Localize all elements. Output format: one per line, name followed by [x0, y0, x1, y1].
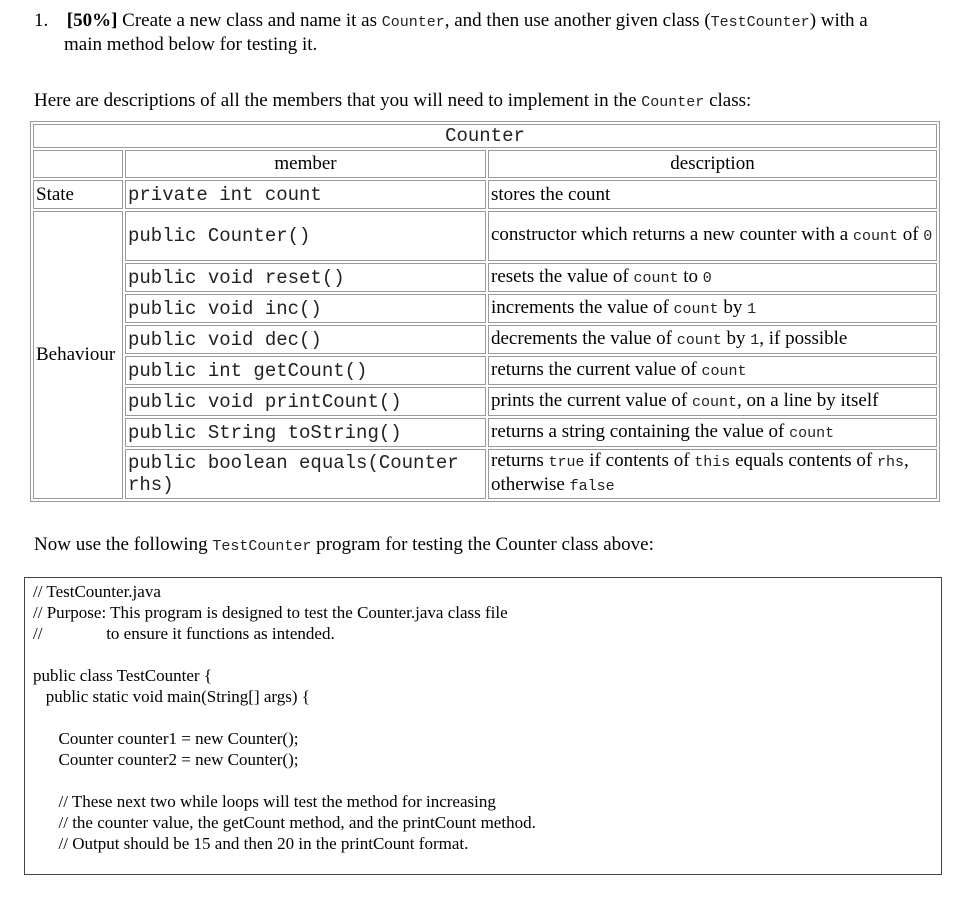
- question-number: 1.: [34, 10, 49, 31]
- intro-text-b: class:: [709, 90, 752, 111]
- code-line: // TestCounter.java: [33, 582, 161, 601]
- code-line: // Output should be 15 and then 20 in the printCount format.: [33, 834, 469, 853]
- table-row: [33, 418, 937, 447]
- description-text: if contents of: [584, 450, 695, 471]
- description-text: , otherwise: [491, 450, 909, 495]
- description-code: count: [701, 362, 747, 380]
- description-text: prints the current value of: [491, 389, 693, 411]
- description-code: count: [692, 393, 738, 411]
- description-text: , on a line by itself: [737, 389, 879, 411]
- header-member: member: [125, 150, 486, 178]
- table-row: [33, 263, 937, 292]
- description-text: , if possible: [759, 327, 848, 349]
- member-description: [488, 356, 937, 385]
- description-code: count: [789, 424, 835, 442]
- member-description: [488, 180, 937, 209]
- description-text: decrements the value of: [491, 327, 677, 349]
- description-text: to: [678, 265, 703, 287]
- description-code: 0: [923, 228, 933, 245]
- code-line: public static void main(String[] args) {: [33, 687, 310, 706]
- description-text: equals contents of: [730, 450, 877, 471]
- member-signature: public boolean equals(Counter rhs): [125, 449, 486, 499]
- table-row: [33, 294, 937, 323]
- code-line: Counter counter1 = new Counter();: [33, 729, 299, 748]
- category-behaviour: Behaviour: [33, 211, 123, 499]
- question-line2: main method below for testing it.: [64, 34, 318, 55]
- member-description: [488, 387, 937, 416]
- description-text: resets the value of: [491, 265, 634, 287]
- member-signature: public void inc(): [125, 294, 486, 323]
- now-use-text-b: program for testing the Counter class above:: [316, 534, 654, 555]
- description-code: 0: [702, 269, 712, 287]
- question-line1-b: , and then use another given class (: [444, 10, 711, 31]
- question-line1-c: ) with a: [809, 10, 868, 31]
- member-signature: public void reset(): [125, 263, 486, 292]
- table-row: [33, 449, 937, 499]
- description-code: count: [676, 331, 722, 349]
- table-row: [33, 180, 937, 209]
- code-line: // to ensure it functions as intended.: [33, 624, 335, 643]
- member-signature: public String toString(): [125, 418, 486, 447]
- description-text: returns a string containing the value of: [491, 420, 790, 442]
- table-row: [33, 356, 937, 385]
- description-text: of: [897, 224, 924, 245]
- description-code: false: [569, 478, 615, 495]
- code-line: [33, 707, 933, 728]
- now-use-text-a: Now use the following: [34, 534, 208, 555]
- question-line1-a: Create a new class and name it as: [122, 10, 377, 31]
- description-text: stores the count: [491, 183, 611, 205]
- intro-text: [34, 90, 751, 112]
- description-code: count: [852, 228, 898, 245]
- member-description: [488, 325, 937, 354]
- question-test-class: TestCounter: [710, 14, 810, 31]
- description-text: by: [721, 327, 751, 349]
- member-description: [488, 263, 937, 292]
- code-line: // Purpose: This program is designed to test the Counter.java class file: [33, 603, 508, 622]
- code-line: [33, 644, 933, 665]
- table-row: [33, 325, 937, 354]
- description-code: 1: [747, 300, 757, 318]
- table-row: [33, 211, 937, 261]
- member-signature: private int count: [125, 180, 486, 209]
- question-class-name: Counter: [381, 14, 445, 31]
- category-state: State: [33, 180, 123, 209]
- code-line: [33, 770, 933, 791]
- description-text: constructor which returns a new counter with a: [491, 224, 853, 245]
- code-line: Counter counter2 = new Counter();: [33, 750, 299, 769]
- code-line: public class TestCounter {: [33, 666, 212, 685]
- member-signature: public void printCount(): [125, 387, 486, 416]
- code-line: // These next two while loops will test the method for increasing: [33, 792, 496, 811]
- member-signature: public int getCount(): [125, 356, 486, 385]
- header-empty-cell: [33, 150, 123, 178]
- member-description: [488, 211, 937, 261]
- description-code: 1: [750, 331, 760, 349]
- code-line: // the counter value, the getCount method, and the printCount method.: [33, 813, 536, 832]
- intro-class-name: Counter: [641, 94, 705, 111]
- member-description: [488, 418, 937, 447]
- counter-members-table: [30, 121, 940, 502]
- description-code: this: [694, 454, 731, 471]
- table-row: [33, 387, 937, 416]
- member-signature: public Counter(): [125, 211, 486, 261]
- question-weight: [50%]: [66, 10, 118, 31]
- member-signature: public void dec(): [125, 325, 486, 354]
- now-use-test-class: TestCounter: [212, 538, 312, 555]
- member-description: [488, 294, 937, 323]
- description-code: count: [633, 269, 679, 287]
- member-description: [488, 449, 937, 499]
- table-title: Counter: [33, 124, 937, 148]
- description-text: by: [718, 296, 748, 318]
- question-text: [34, 10, 944, 56]
- description-code: true: [548, 454, 585, 471]
- now-use-text: [34, 534, 654, 556]
- description-code: count: [673, 300, 719, 318]
- description-text: increments the value of: [491, 296, 674, 318]
- code-listing: [24, 577, 942, 875]
- description-text: returns the current value of: [491, 358, 702, 380]
- description-code: rhs: [877, 454, 905, 471]
- description-text: returns: [491, 450, 549, 471]
- header-description: description: [488, 150, 937, 178]
- intro-text-a: Here are descriptions of all the members that you will need to implement in the: [34, 90, 637, 111]
